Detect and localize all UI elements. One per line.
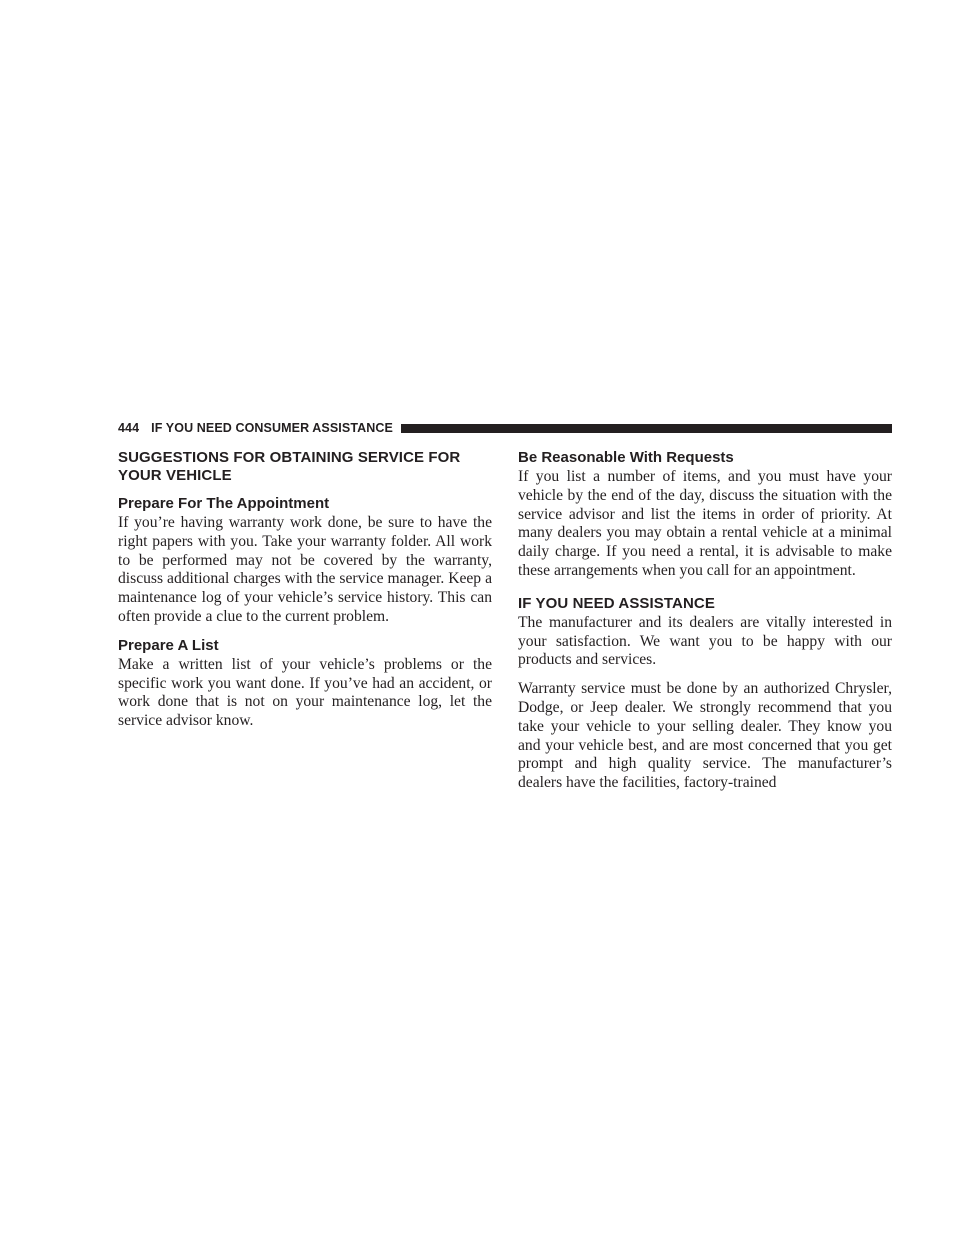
paragraph-assistance-2: Warranty service must be done by an authorized Chrysler, Dodge, or Jeep dealer. We strongly recommend that you take your vehicle to your selling dealer. They know you and your vehicle best, and are most concerned that you get prompt and high quality service. The manufacturer’s dealers have the facilities, factory-trained	[518, 680, 892, 792]
paragraph-assistance-1: The manufacturer and its dealers are vitally interested in your satisfaction. We want you to be happy with our products and services.	[518, 613, 892, 669]
paragraph-reasonable-requests: If you list a number of items, and you must have your vehicle by the end of the day, discuss the situation with the service advisor and list the items in order of priority. At many dealers you may obtain a rental vehicle at a minimal daily charge. If you need a rental, it is advisable to make these arrangements when you call for an appointment.	[518, 468, 892, 579]
left-column	[118, 449, 492, 741]
paragraph-prepare-appointment: If you’re having warranty work done, be sure to have the right papers with you. Take your warranty folder. All work to be performed may not be covered by the warranty, discuss additional charges with the service manager. Keep a maintenance log of your vehicle’s service history. This can often provide a clue to the current problem.	[118, 514, 492, 625]
page-number: 444	[118, 421, 140, 435]
section-heading-service-suggestions: SUGGESTIONS FOR OBTAINING SERVICE FOR YOUR VEHICLE	[118, 449, 461, 484]
right-column	[518, 449, 892, 803]
header-rule	[401, 424, 892, 433]
section-heading-need-assistance: IF YOU NEED ASSISTANCE	[518, 594, 715, 612]
subheading-reasonable-requests: Be Reasonable With Requests	[518, 449, 734, 466]
paragraph-prepare-list: Make a written list of your vehicle’s problems or the specific work you want done. If you’ve had an accident, or work done that is not on your maintenance log, let the service advisor know.	[118, 655, 492, 730]
running-header	[118, 419, 892, 437]
running-header-title: IF YOU NEED CONSUMER ASSISTANCE	[151, 421, 393, 435]
subheading-prepare-list: Prepare A List	[118, 636, 219, 654]
subheading-prepare-appointment: Prepare For The Appointment	[118, 495, 330, 512]
